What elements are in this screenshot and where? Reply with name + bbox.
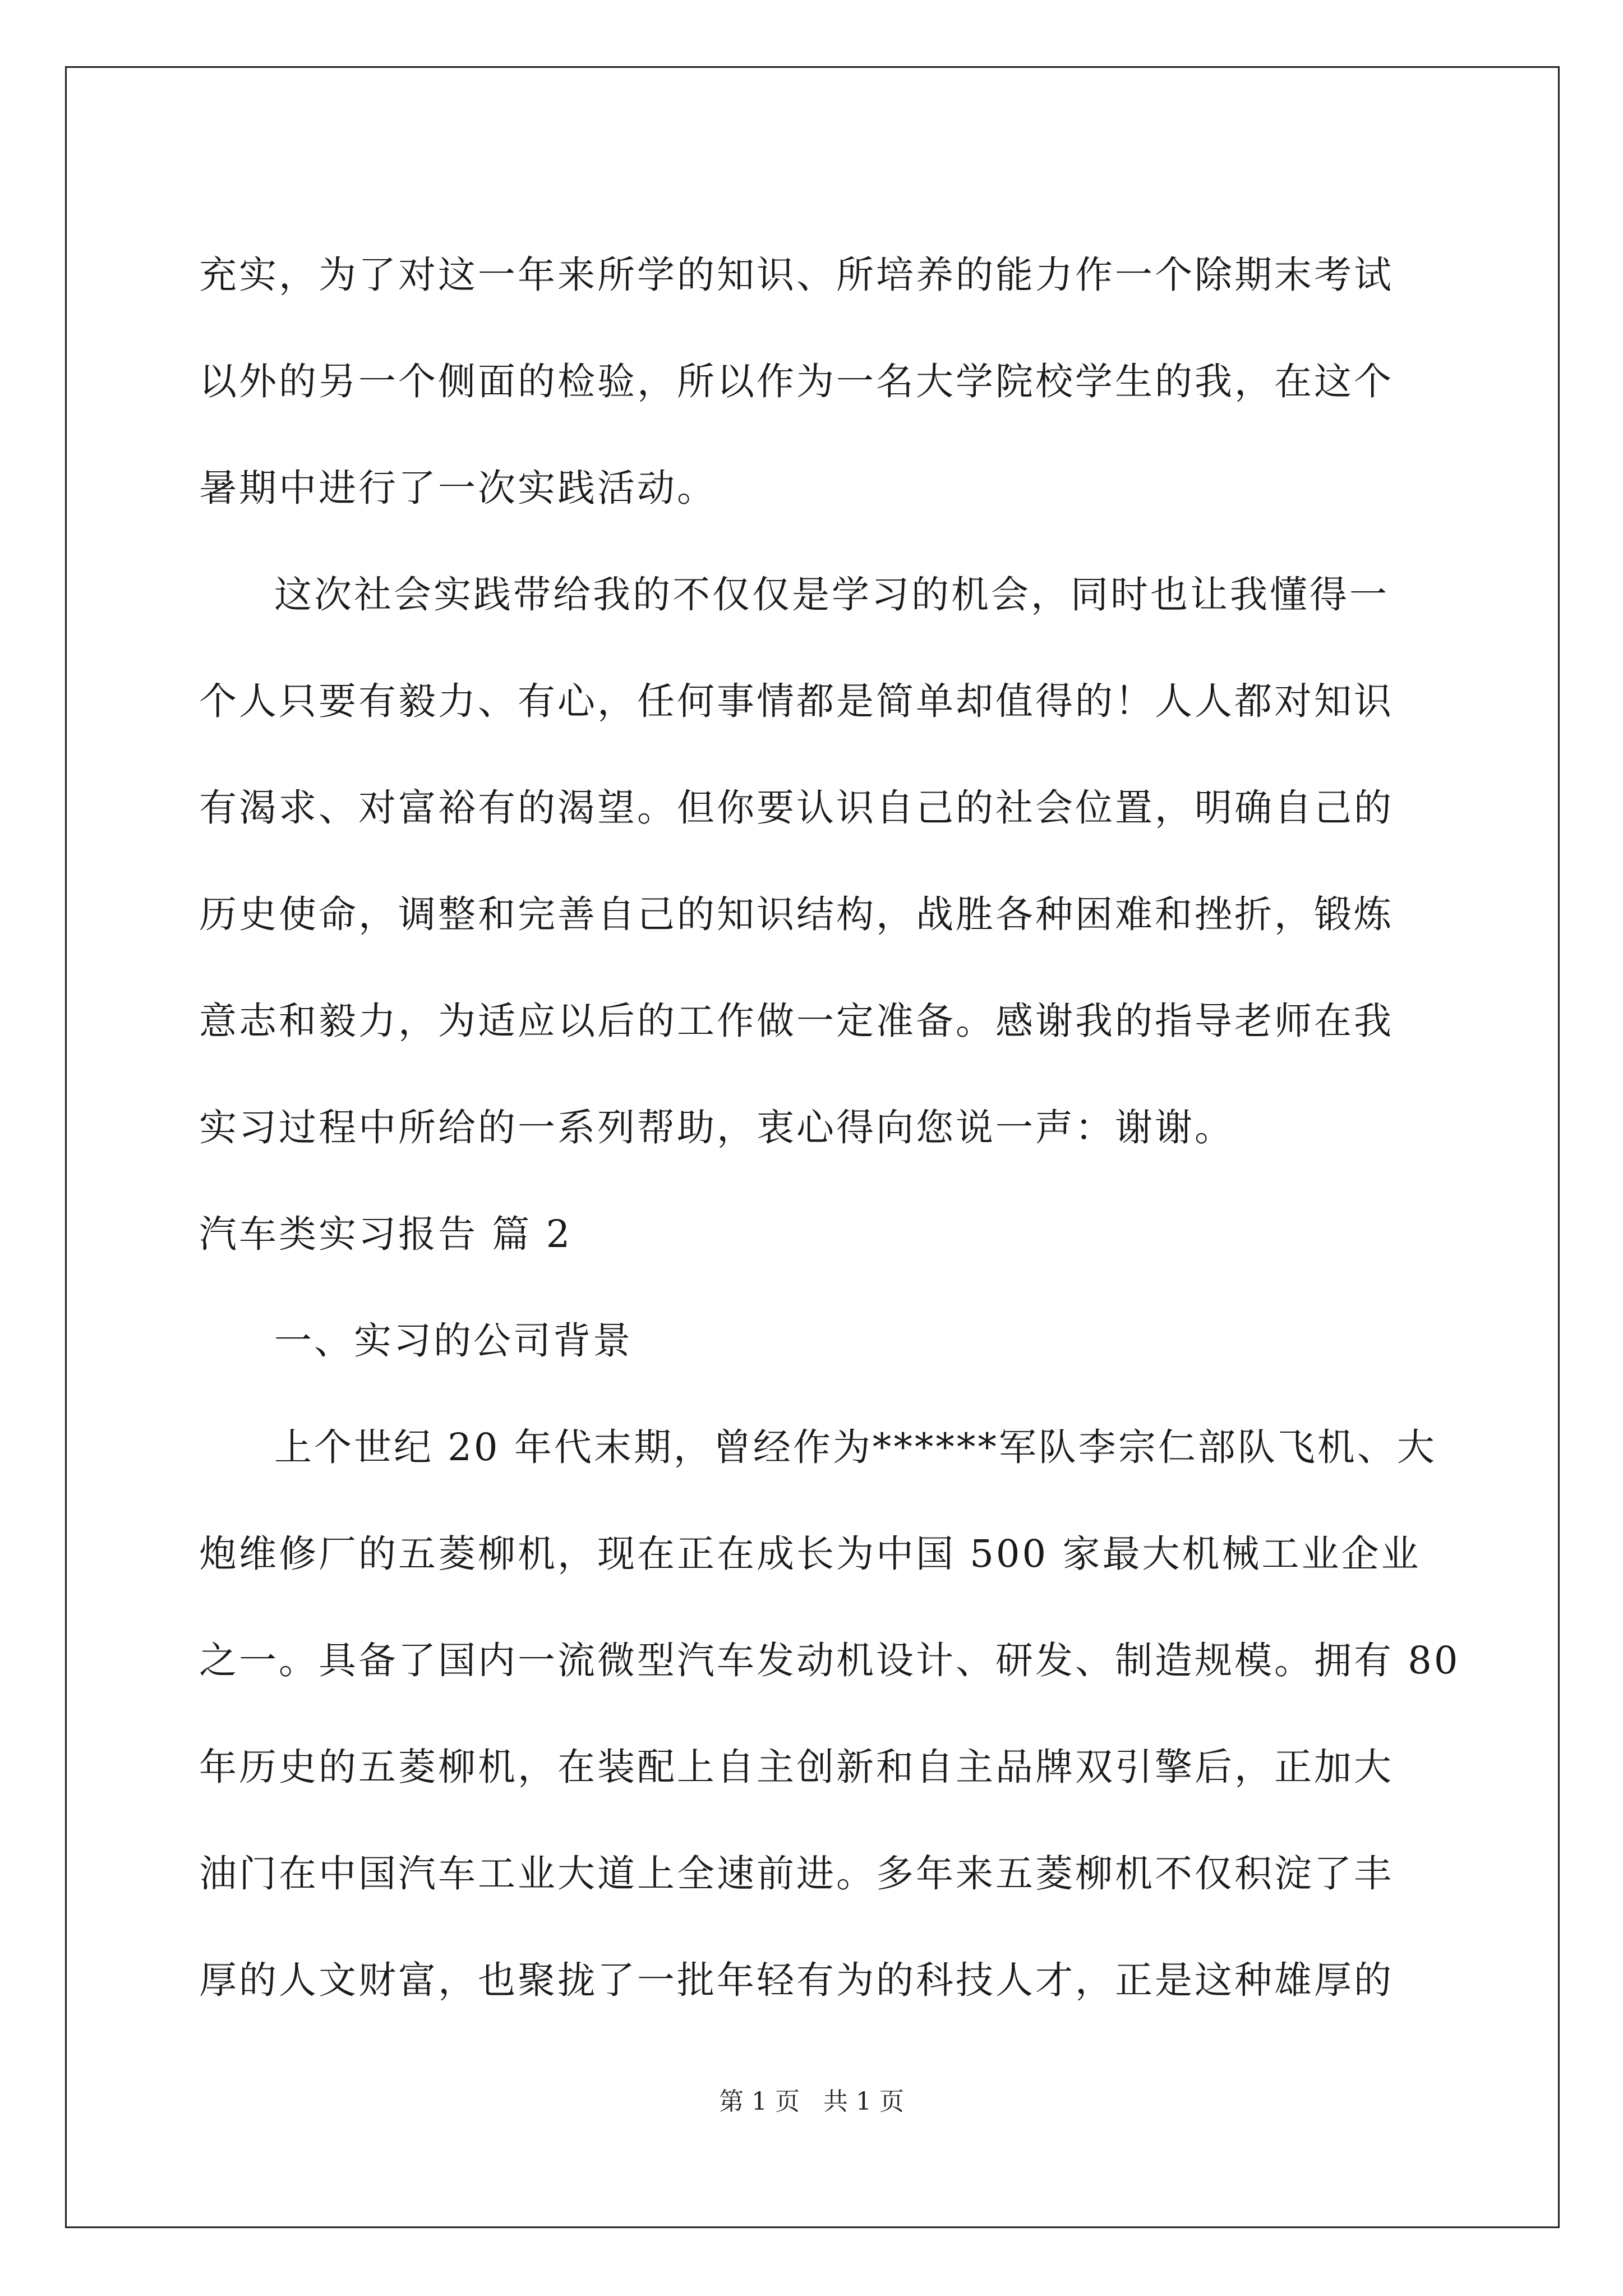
- paragraph-start-line: 这次社会实践带给我的不仅仅是学习的机会，同时也让我懂得一: [274, 573, 1389, 616]
- text-line: 炮维修厂的五菱柳机，现在正在成长为中国 500 家最大机械工业企业: [199, 1532, 1421, 1576]
- text-line: 个人只要有毅力、有心，任何事情都是简单却值得的！人人都对知识: [199, 679, 1394, 723]
- text-line: 充实，为了对这一年来所学的知识、所培养的能力作一个除期末考试: [199, 253, 1394, 297]
- text-line: 年历史的五菱柳机，在装配上自主创新和自主品牌双引擎后，正加大: [199, 1745, 1394, 1789]
- text-line: 以外的另一个侧面的检验，所以作为一名大学院校学生的我，在这个: [199, 360, 1394, 403]
- text-line: 历史使命，调整和完善自己的知识结构，战胜各种困难和挫折，锻炼: [199, 892, 1394, 936]
- document-body: [199, 222, 1460, 2033]
- text-line: 暑期中进行了一次实践活动。: [199, 466, 717, 510]
- paragraph-start-line: 上个世纪 20 年代末期，曾经作为******军队李宗仁部队飞机、大: [274, 1425, 1437, 1469]
- section-heading: 汽车类实习报告 篇 2: [199, 1212, 573, 1256]
- text-line: 油门在中国汽车工业大道上全速前进。多年来五菱柳机不仅积淀了丰: [199, 1852, 1394, 1895]
- text-line: 之一。具备了国内一流微型汽车发动机设计、研发、制造规模。拥有 80: [199, 1639, 1460, 1682]
- text-line: 意志和毅力，为适应以后的工作做一定准备。感谢我的指导老师在我: [199, 999, 1394, 1043]
- subsection-heading: 一、实习的公司背景: [274, 1319, 633, 1363]
- text-line: 有渴求、对富裕有的渴望。但你要认识自己的社会位置，明确自己的: [199, 786, 1394, 830]
- page-number-footer: 第 1 页 共 1 页: [719, 2087, 904, 2116]
- text-line: 厚的人文财富，也聚拢了一批年轻有为的科技人才，正是这种雄厚的: [199, 1958, 1394, 2002]
- text-line: 实习过程中所给的一系列帮助，衷心得向您说一声：谢谢。: [199, 1106, 1234, 1149]
